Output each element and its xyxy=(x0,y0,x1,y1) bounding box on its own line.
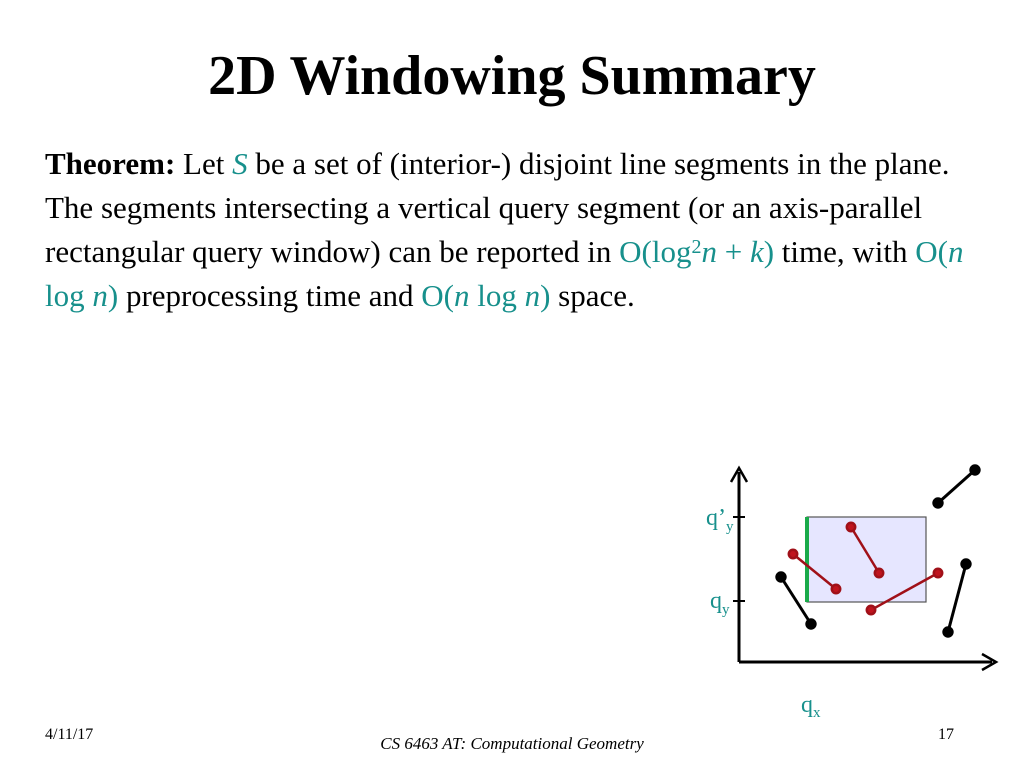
qpy-label: $q’_y$ xyxy=(706,505,734,535)
preprocessing-complexity: O(n log n) xyxy=(45,234,964,313)
theorem-text-4: preprocessing time and xyxy=(118,278,422,313)
footer-course: CS 6463 AT: Computational Geometry xyxy=(380,734,644,753)
theorem-label: Theorem: xyxy=(45,146,176,181)
theorem-text-2: be a set of (interior-) disjoint line segments in the plane. The segments intersecting a vertical query segment (or an axis-parallel rectangular query window) can be reported in xyxy=(45,146,950,269)
theorem-text-1: Let xyxy=(175,146,233,181)
query-time-complexity: $O(\log^2n + k)$ xyxy=(619,234,775,269)
space-complexity: O(n log n) xyxy=(421,278,551,313)
slide-title: 2D Windowing Summary xyxy=(208,45,816,107)
theorem-text-5: space. xyxy=(550,278,635,313)
other-segment xyxy=(944,560,970,636)
qy-label: $q_y$ xyxy=(710,588,730,618)
page-number: 17 xyxy=(938,726,954,743)
footer-date: 4/11/17 xyxy=(45,726,94,743)
set-symbol: S xyxy=(232,146,248,181)
theorem-text-3: time, with xyxy=(774,234,916,269)
qx-label: $q_x$ xyxy=(801,692,821,721)
other-segment xyxy=(934,466,979,507)
